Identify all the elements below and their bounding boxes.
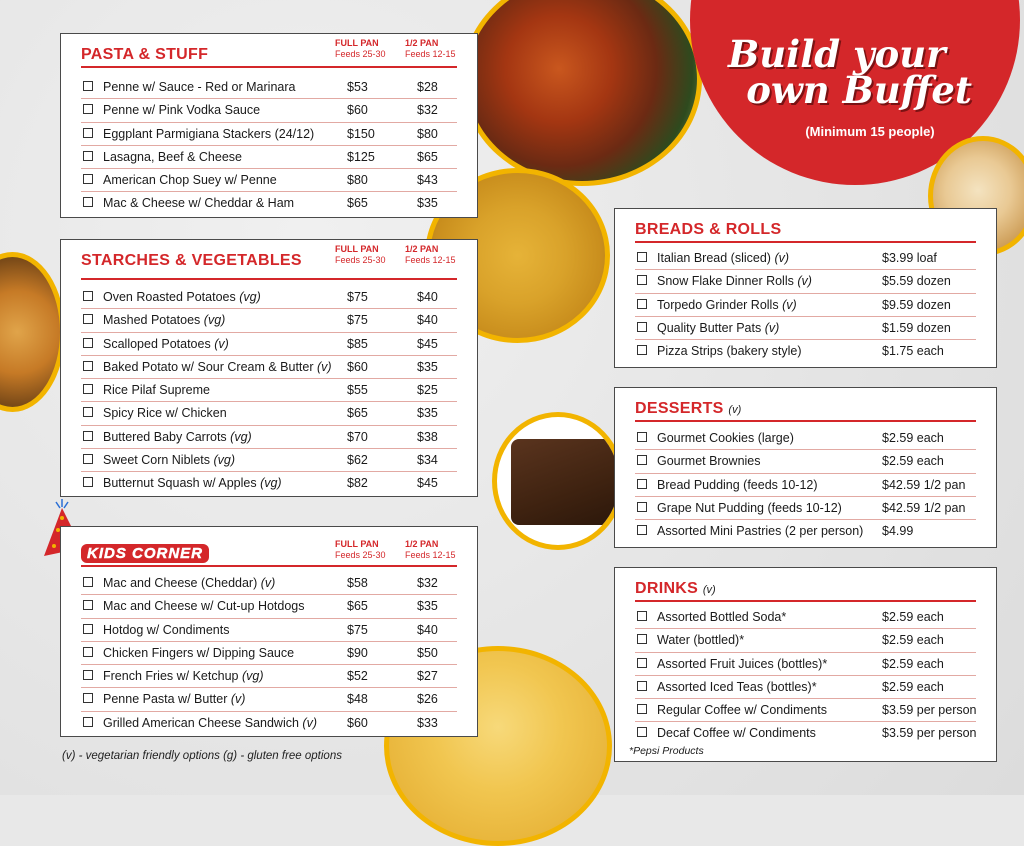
full-pan-price: $75: [347, 290, 368, 304]
item-list: [81, 286, 457, 495]
item-list: [81, 572, 457, 734]
menu-item-name: Spicy Rice w/ Chicken: [103, 406, 227, 421]
item-list: [81, 76, 457, 215]
menu-item-row: [81, 192, 457, 214]
checkbox[interactable]: [83, 384, 93, 394]
full-pan-price: $75: [347, 622, 368, 637]
full-pan-price: $85: [347, 336, 368, 351]
half-pan-price: $32: [417, 576, 438, 590]
starches-panel: [60, 239, 478, 497]
full-pan-price: $60: [347, 103, 368, 118]
half-pan-price: $26: [417, 692, 438, 707]
diet-tag: (vg): [213, 453, 236, 468]
item-list: [635, 427, 976, 542]
hero-subtitle: (Minimum 15 people): [805, 124, 935, 139]
panel-title: DESSERTS (v): [635, 400, 742, 417]
menu-item-row: [635, 427, 976, 450]
menu-item-name: Mac and Cheese w/ Cut-up Hotdogs: [103, 599, 305, 614]
checkbox[interactable]: [83, 693, 93, 703]
menu-item-row: [81, 426, 457, 449]
menu-item-name: Assorted Bottled Soda*: [657, 610, 787, 624]
section-divider: [635, 600, 976, 602]
diet-tag: (v): [764, 320, 780, 335]
menu-item-name: Mac and Cheese (Cheddar) (v): [103, 576, 276, 590]
panel-header: [61, 34, 477, 66]
half-pan-price: $35: [417, 406, 438, 421]
item-price: $1.59 dozen: [882, 320, 951, 335]
half-pan-price: $35: [417, 359, 438, 374]
menu-item-row: [635, 699, 976, 722]
menu-item-row: [635, 247, 976, 270]
menu-item-name: Quality Butter Pats (v): [657, 320, 780, 335]
menu-item-row: [635, 606, 976, 629]
menu-item-row: [635, 497, 976, 520]
half-pan-price: $65: [417, 149, 438, 164]
menu-item-row: [635, 317, 976, 340]
diet-tag: (v): [302, 715, 317, 730]
full-pan-price: $48: [347, 692, 368, 707]
menu-item-row: [635, 722, 976, 744]
full-pan-price: $55: [347, 383, 368, 398]
hero-title: [720, 32, 1000, 112]
checkbox[interactable]: [83, 197, 93, 207]
menu-item-name: Sweet Corn Niblets (vg): [103, 453, 236, 468]
full-pan-price: $150: [347, 126, 375, 141]
half-pan-header: 1/2 PAN Feeds 12-15: [405, 244, 456, 265]
menu-item-name: Water (bottled)*: [657, 633, 745, 648]
checkbox[interactable]: [83, 431, 93, 441]
menu-item-row: [635, 629, 976, 652]
drinks-panel: [614, 567, 997, 762]
diet-tag: (v): [214, 336, 229, 351]
checkbox[interactable]: [637, 432, 647, 442]
checkbox[interactable]: [637, 634, 647, 644]
half-pan-price: $40: [417, 622, 438, 637]
diet-tag: (v): [260, 576, 276, 590]
half-pan-price: $32: [417, 103, 438, 118]
menu-item-name: Mashed Potatoes (vg): [103, 313, 226, 328]
diet-tag: (v): [774, 251, 790, 265]
item-price: $42.59 1/2 pan: [882, 500, 966, 515]
panel-header: [615, 568, 996, 600]
menu-item-row: [81, 309, 457, 332]
checkbox[interactable]: [637, 275, 647, 285]
menu-item-row: [635, 653, 976, 676]
hero-title-line1: Build your: [728, 32, 946, 76]
full-pan-header: FULL PAN Feeds 25-30: [335, 244, 386, 265]
diet-tag: (v): [317, 359, 332, 374]
menu-item-row: [81, 449, 457, 472]
menu-item-name: Scalloped Potatoes (v): [103, 336, 229, 351]
breads-rolls-panel: [614, 208, 997, 368]
checkbox[interactable]: [83, 338, 93, 348]
half-pan-header: 1/2 PAN Feeds 12-15: [405, 539, 456, 560]
checkbox[interactable]: [83, 314, 93, 324]
menu-item-name: Chicken Fingers w/ Dipping Sauce: [103, 645, 295, 660]
checkbox[interactable]: [83, 670, 93, 680]
item-price: $4.99: [882, 524, 914, 539]
menu-item-row: [635, 474, 976, 497]
item-price: $2.59 each: [882, 656, 944, 671]
checkbox[interactable]: [637, 479, 647, 489]
checkbox[interactable]: [83, 128, 93, 138]
panel-title: PASTA & STUFF: [81, 46, 209, 63]
panel-header: [61, 240, 477, 272]
dietary-legend: (v) - vegetarian friendly options (g) - gluten free options: [62, 750, 342, 762]
checkbox[interactable]: [637, 455, 647, 465]
pepsi-footnote: *Pepsi Products: [629, 745, 704, 757]
checkbox[interactable]: [637, 611, 647, 621]
menu-item-row: [81, 76, 457, 99]
menu-item-row: [635, 270, 976, 293]
menu-item-row: [635, 676, 976, 699]
menu-item-name: Rice Pilaf Supreme: [103, 383, 210, 398]
item-price: $42.59 1/2 pan: [882, 477, 966, 492]
menu-item-row: [81, 99, 457, 122]
menu-item-row: [635, 520, 976, 542]
full-pan-price: $80: [347, 173, 368, 188]
diet-tag: (vg): [260, 476, 282, 491]
full-pan-price: $125: [347, 149, 375, 164]
menu-item-name: Assorted Iced Teas (bottles)*: [657, 679, 817, 694]
diet-tag: (v): [797, 274, 812, 289]
menu-item-row: [81, 286, 457, 309]
menu-item-name: Penne Pasta w/ Butter (v): [103, 692, 246, 707]
diet-tag: (v): [782, 297, 797, 312]
item-price: $9.59 dozen: [882, 297, 951, 312]
menu-item-name: Gourmet Cookies (large): [657, 431, 794, 445]
menu-item-name: Italian Bread (sliced) (v): [657, 251, 790, 265]
item-price: $3.59 per person: [882, 703, 977, 718]
item-list: [635, 247, 976, 362]
menu-item-name: Regular Coffee w/ Condiments: [657, 703, 827, 718]
checkbox[interactable]: [637, 681, 647, 691]
pasta-panel: [60, 33, 478, 218]
half-pan-price: $40: [417, 290, 438, 304]
checkbox[interactable]: [83, 577, 93, 587]
checkbox[interactable]: [83, 104, 93, 114]
half-pan-price: $50: [417, 645, 438, 660]
menu-item-row: [635, 340, 976, 362]
checkbox[interactable]: [637, 299, 647, 309]
checkbox[interactable]: [83, 717, 93, 727]
diet-tag: (v): [230, 692, 246, 707]
item-price: $2.59 each: [882, 431, 944, 445]
menu-item-name: Oven Roasted Potatoes (vg): [103, 290, 261, 304]
half-pan-price: $45: [417, 476, 438, 491]
section-divider: [81, 278, 457, 280]
checkbox[interactable]: [83, 151, 93, 161]
diet-tag: (vg): [230, 429, 252, 444]
menu-item-row: [81, 146, 457, 169]
checkbox[interactable]: [83, 600, 93, 610]
checkbox[interactable]: [637, 252, 647, 262]
full-pan-price: $53: [347, 80, 368, 94]
checkbox[interactable]: [83, 477, 93, 487]
diet-tag: (vg): [239, 290, 261, 304]
menu-item-name: Hotdog w/ Condiments: [103, 622, 230, 637]
kids-corner-panel: [60, 526, 478, 737]
menu-item-name: Gourmet Brownies: [657, 454, 761, 469]
full-pan-price: $82: [347, 476, 368, 491]
full-pan-price: $62: [347, 453, 368, 468]
menu-item-name: French Fries w/ Ketchup (vg): [103, 669, 264, 684]
panel-header: [61, 527, 477, 567]
full-pan-price: $60: [347, 715, 368, 730]
menu-item-name: Grape Nut Pudding (feeds 10-12): [657, 500, 842, 515]
item-price: $3.99 loaf: [882, 251, 937, 265]
hero-title-line2: own Buffet: [746, 68, 972, 112]
checkbox[interactable]: [637, 502, 647, 512]
item-price: $3.59 per person: [882, 726, 977, 741]
diet-tag: (vg): [241, 669, 264, 684]
desserts-panel: [614, 387, 997, 548]
menu-item-name: Torpedo Grinder Rolls (v): [657, 297, 797, 312]
full-pan-header: FULL PAN Feeds 25-30: [335, 38, 386, 59]
menu-item-name: Pizza Strips (bakery style): [657, 344, 802, 359]
half-pan-price: $35: [417, 196, 438, 211]
menu-item-row: [81, 402, 457, 425]
menu-item-row: [81, 169, 457, 192]
menu-item-name: Penne w/ Pink Vodka Sauce: [103, 103, 261, 118]
full-pan-price: $60: [347, 359, 368, 374]
menu-item-name: Baked Potato w/ Sour Cream & Butter (v): [103, 359, 332, 374]
menu-item-name: Buttered Baby Carrots (vg): [103, 429, 252, 444]
item-price: $2.59 each: [882, 454, 944, 469]
menu-item-name: Snow Flake Dinner Rolls (v): [657, 274, 812, 289]
menu-item-row: [81, 356, 457, 379]
checkbox[interactable]: [83, 174, 93, 184]
brownie-photo: [492, 412, 624, 550]
checkbox[interactable]: [83, 361, 93, 371]
menu-item-name: Mac & Cheese w/ Cheddar & Ham: [103, 196, 295, 211]
section-divider: [635, 420, 976, 422]
full-pan-price: $52: [347, 669, 368, 684]
checkbox[interactable]: [637, 727, 647, 737]
menu-item-row: [81, 123, 457, 146]
half-pan-price: $28: [417, 80, 438, 94]
item-price: $1.75 each: [882, 344, 944, 359]
menu-item-row: [81, 595, 457, 618]
checkbox[interactable]: [637, 704, 647, 714]
item-price: $2.59 each: [882, 633, 944, 648]
menu-item-name: Bread Pudding (feeds 10-12): [657, 477, 818, 492]
panel-header: [615, 209, 996, 241]
menu-item-row: [81, 572, 457, 595]
half-pan-price: $45: [417, 336, 438, 351]
half-pan-price: $25: [417, 383, 438, 398]
menu-item-name: Grilled American Cheese Sandwich (v): [103, 715, 317, 730]
panel-title: STARCHES & VEGETABLES: [81, 252, 302, 269]
checkbox[interactable]: [83, 291, 93, 301]
checkbox[interactable]: [637, 658, 647, 668]
full-pan-price: $58: [347, 576, 368, 590]
menu-item-row: [81, 712, 457, 734]
panel-header: [615, 388, 996, 420]
checkbox[interactable]: [83, 624, 93, 634]
diet-tag: (vg): [203, 313, 226, 328]
half-pan-price: $43: [417, 173, 438, 188]
menu-item-row: [81, 642, 457, 665]
half-pan-price: $33: [417, 715, 438, 730]
half-pan-price: $34: [417, 453, 438, 468]
section-divider: [635, 241, 976, 243]
half-pan-header: 1/2 PAN Feeds 12-15: [405, 38, 456, 59]
half-pan-price: $40: [417, 313, 438, 328]
menu-item-row: [81, 665, 457, 688]
panel-title: BREADS & ROLLS: [635, 221, 782, 238]
menu-item-name: Assorted Fruit Juices (bottles)*: [657, 656, 828, 671]
item-price: $2.59 each: [882, 610, 944, 624]
menu-item-row: [81, 688, 457, 711]
menu-item-name: Lasagna, Beef & Cheese: [103, 149, 242, 164]
menu-item-name: Decaf Coffee w/ Condiments: [657, 726, 816, 741]
checkbox[interactable]: [83, 454, 93, 464]
menu-item-row: [81, 619, 457, 642]
full-pan-price: $70: [347, 429, 368, 444]
menu-item-row: [635, 294, 976, 317]
menu-item-name: Eggplant Parmigiana Stackers (24/12): [103, 126, 315, 141]
half-pan-price: $80: [417, 126, 438, 141]
full-pan-price: $75: [347, 313, 368, 328]
menu-item-row: [81, 379, 457, 402]
menu-item-name: Butternut Squash w/ Apples (vg): [103, 476, 282, 491]
section-divider: [81, 66, 457, 68]
item-list: [635, 606, 976, 745]
checkbox[interactable]: [637, 525, 647, 535]
half-pan-price: $35: [417, 599, 438, 614]
item-price: $5.59 dozen: [882, 274, 951, 289]
menu-item-row: [81, 333, 457, 356]
section-divider: [81, 565, 457, 567]
menu-item-row: [635, 450, 976, 473]
checkbox[interactable]: [83, 81, 93, 91]
checkbox[interactable]: [637, 345, 647, 355]
full-pan-price: $65: [347, 196, 368, 211]
full-pan-price: $65: [347, 406, 368, 421]
checkbox[interactable]: [637, 322, 647, 332]
menu-item-name: Assorted Mini Pastries (2 per person): [657, 524, 864, 539]
checkbox[interactable]: [83, 407, 93, 417]
full-pan-price: $90: [347, 645, 368, 660]
full-pan-header: FULL PAN Feeds 25-30: [335, 539, 386, 560]
menu-item-name: American Chop Suey w/ Penne: [103, 173, 277, 188]
item-price: $2.59 each: [882, 679, 944, 694]
half-pan-price: $38: [417, 429, 438, 444]
menu-item-row: [81, 472, 457, 494]
full-pan-price: $65: [347, 599, 368, 614]
half-pan-price: $27: [417, 669, 438, 684]
menu-item-name: Penne w/ Sauce - Red or Marinara: [103, 80, 296, 94]
kids-corner-logo: KIDS CORNER: [81, 544, 209, 563]
checkbox[interactable]: [83, 647, 93, 657]
panel-title: DRINKS (v): [635, 580, 716, 597]
